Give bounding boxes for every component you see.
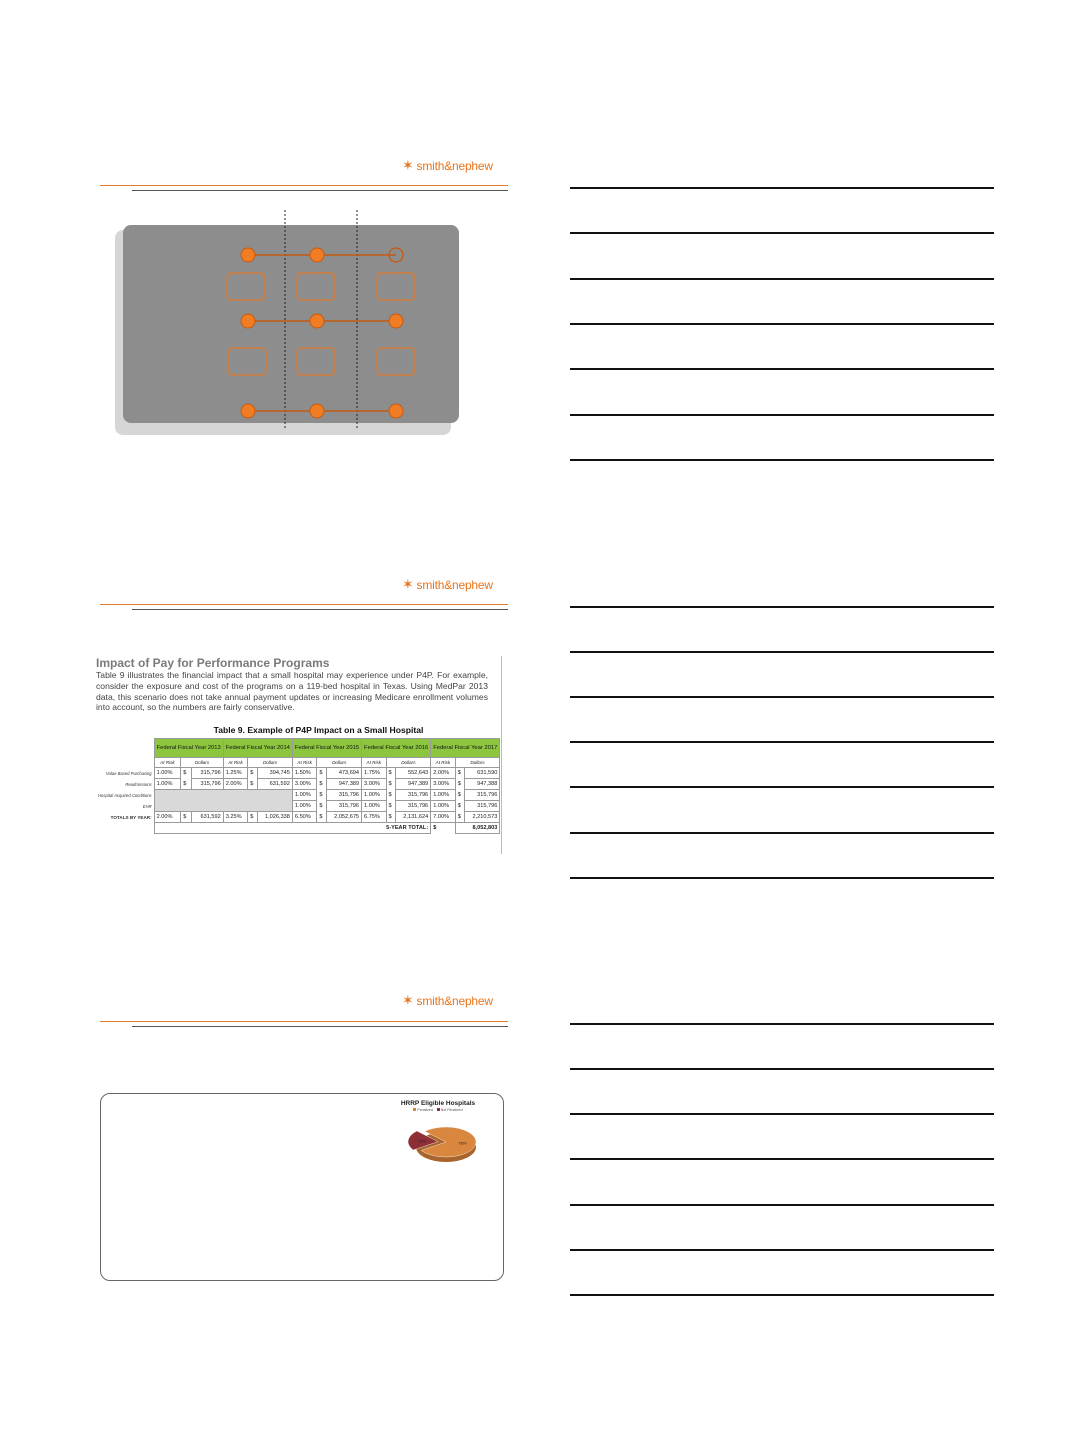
cell: $ — [250, 814, 254, 821]
chart-title: HRRP Eligible Hospitals — [400, 1100, 476, 1107]
cell: $ — [319, 792, 323, 799]
note-line — [570, 459, 994, 461]
excerpt-heading: Impact of Pay for Performance Programs — [96, 656, 330, 670]
cell: 315,796 — [191, 768, 223, 779]
col-at-risk: At Risk — [292, 758, 317, 768]
pie-slice-label: 22% — [417, 1138, 426, 1144]
cell: $ — [457, 781, 461, 788]
cell: 1.50% — [292, 768, 317, 779]
table-row — [96, 779, 500, 790]
cell: $ — [250, 770, 254, 777]
cell: 631,592 — [257, 779, 292, 790]
table-row — [96, 768, 500, 779]
cell: 1.00% — [292, 790, 317, 801]
year-header: Federal Fiscal Year 2017 — [431, 739, 500, 758]
row-label: Value Based Purchasing — [105, 770, 152, 776]
col-dollars: Dollars — [317, 758, 362, 768]
note-line — [570, 187, 994, 189]
cell: $ — [388, 792, 392, 799]
cell: 2.00% — [431, 768, 456, 779]
header-rule-gray — [132, 190, 508, 191]
cell: 3.25% — [223, 812, 248, 823]
brand-logo: ✶ smith&nephew — [402, 157, 493, 173]
year-header: Federal Fiscal Year 2014 — [223, 739, 292, 758]
cell: 947,389 — [396, 779, 431, 790]
cell: 315,796 — [396, 801, 431, 812]
row-label: TOTALS BY YEAR: — [110, 814, 152, 820]
cell: $ — [319, 770, 323, 777]
cell: 2,052,675 — [326, 812, 361, 823]
note-line — [570, 1204, 994, 1206]
col-at-risk: At Risk — [223, 758, 248, 768]
note-line — [570, 1023, 994, 1025]
cell: 315,796 — [326, 801, 361, 812]
row-label: EHR — [142, 803, 152, 809]
col-dollars: Dollars — [248, 758, 293, 768]
cell: 6.75% — [362, 812, 387, 823]
cell: 315,796 — [191, 779, 223, 790]
cell: 1.00% — [154, 768, 181, 779]
cell: 2,210,573 — [465, 812, 500, 823]
col-at-risk: At Risk — [362, 758, 387, 768]
cell: 1,026,338 — [257, 812, 292, 823]
note-line — [570, 323, 994, 325]
cell: 1.00% — [292, 801, 317, 812]
starburst-icon: ✶ — [402, 576, 414, 592]
row-label: Readmissions — [125, 781, 152, 787]
col-dollars: Dollars — [181, 758, 224, 768]
cell: 315,796 — [465, 790, 500, 801]
note-line — [570, 1249, 994, 1251]
cell: $ — [319, 803, 323, 810]
note-line — [570, 414, 994, 416]
note-line — [570, 877, 994, 879]
starburst-icon: ✶ — [402, 992, 414, 1008]
five-year-dollar: $ — [433, 825, 437, 832]
header-rule-orange — [100, 185, 508, 186]
pie-slice-label: 78% — [458, 1140, 467, 1146]
note-line — [570, 1158, 994, 1160]
cell: $ — [388, 803, 392, 810]
note-line — [570, 696, 994, 698]
empty-cell — [154, 790, 292, 812]
note-line — [570, 1294, 994, 1296]
brand-logo: ✶ smith&nephew — [402, 992, 493, 1008]
year-header: Federal Fiscal Year 2016 — [362, 739, 431, 758]
cell: $ — [183, 814, 187, 821]
p4p-table — [96, 738, 500, 834]
year-header: Federal Fiscal Year 2013 — [154, 739, 223, 758]
cell: 1.00% — [362, 801, 387, 812]
cell: 2.00% — [223, 779, 248, 790]
col-dollars: Dollars — [386, 758, 431, 768]
cell: $ — [388, 781, 392, 788]
cell: 1.00% — [362, 790, 387, 801]
cell: 3.00% — [292, 779, 317, 790]
col-at-risk: At Risk — [154, 758, 181, 768]
cell: $ — [250, 780, 254, 787]
cell: 1.25% — [223, 768, 248, 779]
cell: 473,694 — [326, 768, 361, 779]
year-header: Federal Fiscal Year 2015 — [292, 739, 361, 758]
cell: $ — [319, 813, 323, 820]
cell: 631,592 — [191, 812, 223, 823]
timeline-diagram — [110, 205, 465, 435]
cell: 6.50% — [292, 812, 317, 823]
excerpt-paragraph: Table 9 illustrates the financial impact that a small hospital may experience under P4P. For example, consider the exposure and cost of the programs on a 119-bed hospital in Texas. Using MedPar 2013 data, this scenario does not take annual payment updates or increasing Medicare enrollment volumes into account, so the numbers are fairly conservative. — [96, 670, 488, 713]
cell: 7.00% — [431, 812, 456, 823]
table-caption: Table 9. Example of P4P Impact on a Small Hospital — [213, 725, 424, 736]
note-line — [570, 368, 994, 370]
cell: 1.00% — [431, 790, 456, 801]
pie-svg — [388, 1112, 488, 1172]
pie-chart — [388, 1100, 488, 1180]
brand-logo: ✶ smith&nephew — [402, 576, 493, 592]
cell: 394,745 — [257, 768, 292, 779]
table-row — [96, 790, 500, 801]
cell: 631,590 — [465, 768, 500, 779]
cell: 1.75% — [362, 768, 387, 779]
row-label: Hospital Acquired Conditions — [98, 792, 152, 798]
note-line — [570, 741, 994, 743]
header-rule-gray — [132, 1026, 508, 1027]
note-line — [570, 651, 994, 653]
cell: 552,643 — [396, 768, 431, 779]
cell: $ — [388, 813, 392, 820]
note-line — [570, 786, 994, 788]
cell: $ — [183, 780, 187, 787]
cell: 947,388 — [465, 779, 500, 790]
five-year-total: 8,052,803 — [455, 823, 500, 834]
col-dollars: Dollars — [455, 758, 500, 768]
table-row-totals — [96, 812, 500, 823]
note-line — [570, 832, 994, 834]
note-line — [570, 232, 994, 234]
cell: 315,796 — [396, 790, 431, 801]
note-line — [570, 1113, 994, 1115]
cell: 2.00% — [154, 812, 181, 823]
table-row-5yr — [96, 823, 500, 834]
cell: $ — [457, 770, 461, 777]
cell: $ — [183, 770, 187, 777]
legend-item: Not Penalized — [437, 1108, 463, 1112]
cell: 315,796 — [326, 790, 361, 801]
cell: 1.00% — [431, 801, 456, 812]
five-year-label: 5-YEAR TOTAL: — [154, 823, 431, 834]
note-line — [570, 1068, 994, 1070]
cell: 3.00% — [362, 779, 387, 790]
cell: 1.00% — [154, 779, 181, 790]
cell: $ — [457, 803, 461, 810]
header-rule-orange — [100, 604, 508, 605]
header-rule-gray — [132, 609, 508, 610]
cell: $ — [457, 792, 461, 799]
cell: $ — [388, 770, 392, 777]
col-at-risk: At Risk — [431, 758, 456, 768]
note-line — [570, 278, 994, 280]
starburst-icon: ✶ — [402, 157, 414, 173]
cell: $ — [319, 781, 323, 788]
excerpt-image — [96, 656, 502, 854]
cell: 947,389 — [326, 779, 361, 790]
cell: 315,796 — [465, 801, 500, 812]
header-rule-orange — [100, 1021, 508, 1022]
legend-item: Penalized — [413, 1108, 432, 1112]
cell: 2,131,624 — [396, 812, 431, 823]
cell: $ — [457, 813, 461, 820]
note-line — [570, 606, 994, 608]
cell: 3.00% — [431, 779, 456, 790]
